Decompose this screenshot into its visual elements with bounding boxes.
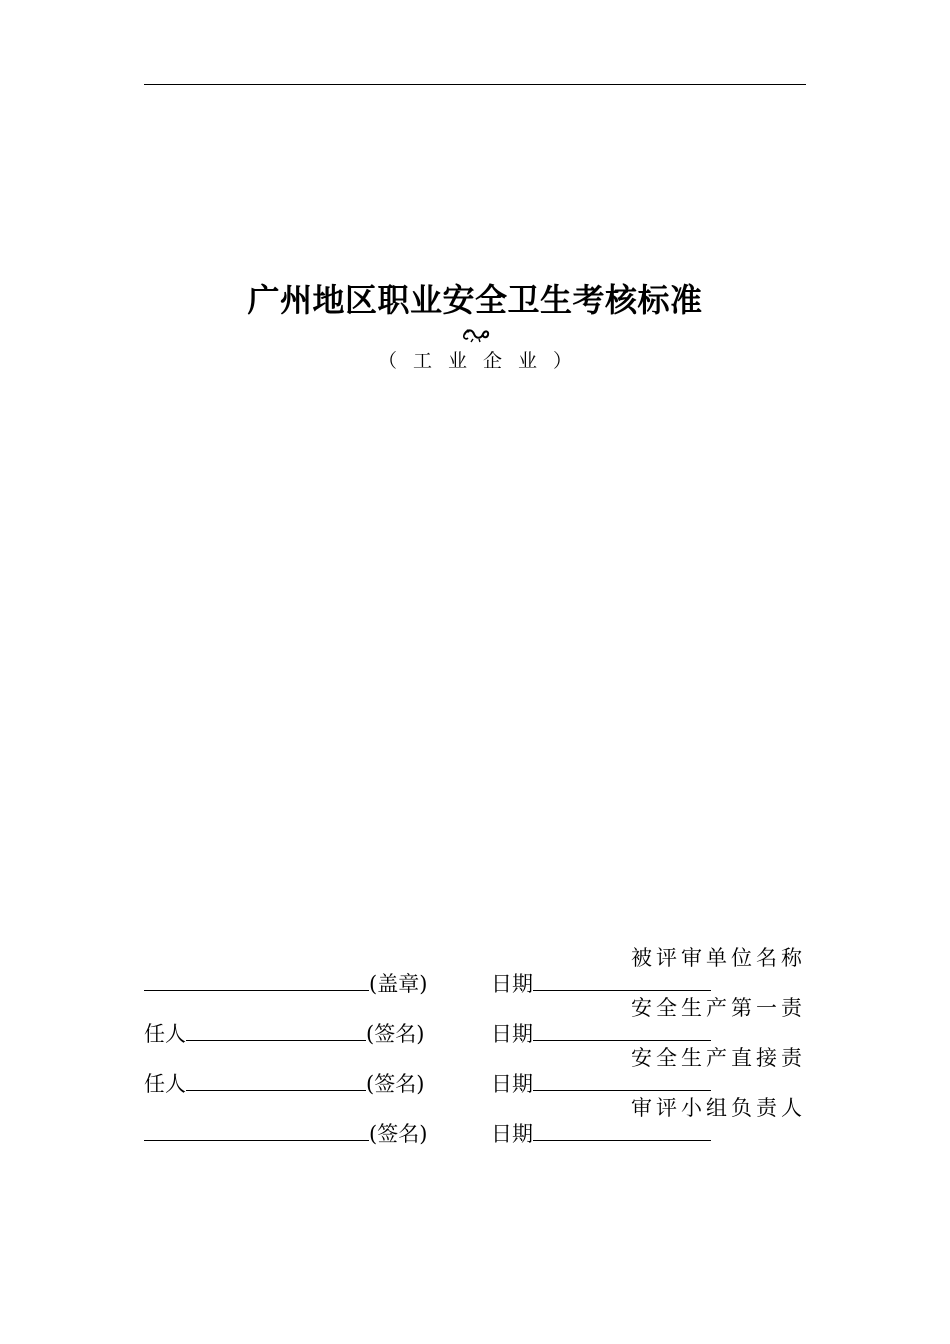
unit-date-blank[interactable]	[533, 970, 711, 991]
first-responsible-sign-line	[144, 1020, 424, 1048]
unit-name-heading: 被评审单位名称	[631, 946, 806, 970]
row-prefix: 任人	[144, 1072, 186, 1096]
subtitle-char: 企	[483, 350, 503, 372]
sign-label: (签名)	[369, 1122, 428, 1146]
header-rule	[144, 84, 806, 85]
first-responsible-blank[interactable]	[186, 1020, 366, 1041]
subtitle-open-paren: （	[377, 350, 397, 372]
review-leader-date-line	[491, 1120, 711, 1148]
sign-label: (签名)	[366, 1022, 425, 1046]
document-subtitle	[0, 348, 950, 374]
ornament-icon	[461, 326, 491, 344]
direct-responsible-date-blank[interactable]	[533, 1070, 711, 1091]
seal-label: (盖章)	[369, 972, 428, 996]
direct-responsible-heading: 安全生产直接责	[631, 1046, 806, 1070]
document-title: 广州地区职业安全卫生考核标准	[247, 281, 703, 319]
subtitle-char: 业	[518, 350, 538, 372]
date-label: 日期	[491, 972, 533, 996]
unit-name-blank[interactable]	[144, 970, 369, 991]
unit-seal-line	[144, 970, 427, 998]
row-prefix: 任人	[144, 1022, 186, 1046]
sign-label: (签名)	[366, 1072, 425, 1096]
subtitle-char: 工	[412, 350, 432, 372]
subtitle-char: 业	[447, 350, 467, 372]
first-responsible-date-blank[interactable]	[533, 1020, 711, 1041]
date-label: 日期	[491, 1072, 533, 1096]
direct-responsible-sign-line	[144, 1070, 424, 1098]
date-label: 日期	[491, 1122, 533, 1146]
first-responsible-heading: 安全生产第一责	[631, 996, 806, 1020]
review-leader-sign-line	[144, 1120, 427, 1148]
direct-responsible-blank[interactable]	[186, 1070, 366, 1091]
date-label: 日期	[491, 1022, 533, 1046]
review-leader-date-blank[interactable]	[533, 1120, 711, 1141]
review-leader-heading: 审评小组负责人	[631, 1096, 806, 1120]
review-leader-blank[interactable]	[144, 1120, 369, 1141]
subtitle-close-paren: ）	[553, 350, 573, 372]
